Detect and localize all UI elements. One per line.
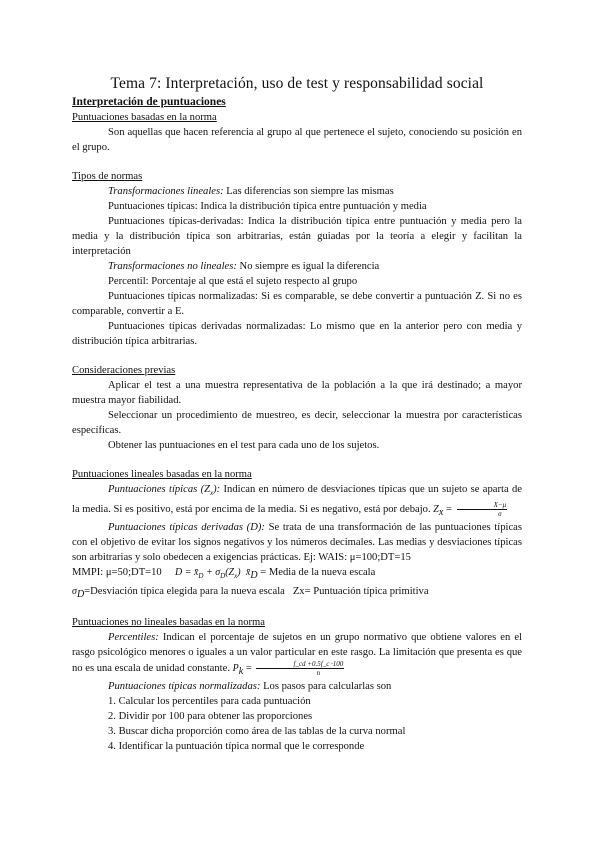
paragraph-tipicas-derivadas: Puntuaciones típicas-derivadas: Indica la distribución típica entre puntuación y media pero la media y la distribución típica son arbitrarias, están guiadas por la teoría a elegir y facilitan la interpretación	[72, 216, 522, 257]
line-transformaciones-lineales	[72, 184, 522, 199]
steps-list	[72, 694, 522, 754]
section-heading-interpretacion: Interpretación de puntuaciones	[72, 96, 226, 108]
subheading-basadas-norma: Puntuaciones basadas en la norma	[72, 112, 217, 123]
list-item: 3. Buscar dicha proporción como área de las tablas de la curva normal	[108, 726, 406, 738]
document-page	[72, 74, 522, 754]
formula-d: $D = x̄_D + \sigma_D(Z_x)$	[174, 567, 241, 581]
paragraph-normalizadas: Puntuaciones típicas normalizadas: Si es comparable, se debe convertir a puntuación Z. Si no es comparable, convertir a E.	[72, 291, 522, 317]
paragraph-derivadas-d	[72, 520, 522, 565]
paragraph-derivadas-normalizadas: Puntuaciones típicas derivadas normalizadas: Lo mismo que en la anterior pero con media y distribución típica arbitrarias.	[72, 321, 522, 347]
subheading-lineales: Puntuaciones lineales basadas en la norma	[72, 469, 252, 480]
list-item: 1. Calcular los percentiles para cada puntuación	[108, 696, 311, 708]
line-puntuaciones-tipicas: Puntuaciones típicas: Indica la distribución típica entre puntuación y media	[108, 201, 427, 212]
paragraph-previas-3: Obtener las puntuaciones en el test para cada uno de los sujetos.	[108, 440, 380, 451]
list-item: 2. Dividir por 100 para obtener las proporciones	[108, 711, 313, 723]
text-d: Se trata de una transformación de las puntuaciones típicas con el objetivo de evitar los signos negativos y los números decimales. Las medias y desviaciones típicas son arbitrarias y solo obedecen a exigencias prácticas. Ej: WAIS: μ=100;DT=15	[72, 522, 522, 564]
text-percentiles: Indican el porcentaje de sujetos en un grupo normativo que obtiene valores en el rasgo psicológico menores o iguales a un valor particular en este rasgo. La limitación que presenta es que no es una escala de unidad constante.	[72, 632, 522, 675]
line-transformaciones-no-lineales	[72, 259, 522, 274]
text-lineales: Las diferencias son siempre las mismas	[223, 186, 394, 197]
paragraph-definicion: Son aquellas que hacen referencia al grupo al que pertenece el sujeto, conociendo su posición en el grupo.	[72, 127, 522, 153]
line-percentil: Percentil: Porcentaje al que está el sujeto respecto al grupo	[108, 276, 358, 287]
list-item: 4. Identificar la puntuación típica normal que le corresponde	[108, 741, 365, 753]
text-z: Indican en número de desviaciones típicas que un sujeto se aparta de la media. Si es positivo, está por encima de la media. Si es negativo, está por debajo.	[72, 484, 522, 516]
paragraph-previas-2: Seleccionar un procedimiento de muestreo, es decir, seleccionar la muestra por características específicas.	[72, 410, 522, 436]
formula-z: $Z_x$ = $\frac{X-\mu}{\sigma}$	[433, 501, 507, 519]
subheading-no-lineales: Puntuaciones no lineales basadas en la norma	[72, 617, 265, 629]
paragraph-percentiles	[72, 630, 522, 679]
line-sigma: $\sigma_D=Desviación$ típica elegida para la nueva escala Zx= Puntuación típica primitiva	[72, 586, 429, 601]
text-no-lineales: No siempre es igual la diferencia	[236, 261, 380, 272]
label-z: Puntuaciones típicas $(Z_x)$:	[108, 484, 221, 498]
line-mmpi: MMPI: μ=50;DT=10 $D = x̄_D + \sigma_D(Z_x)$ $x̄_D$ = Media de la nueva escala	[72, 567, 376, 582]
line-tipicas-normalizadas	[72, 679, 522, 694]
paragraph-tipicas-z	[72, 482, 522, 520]
paragraph-previas-1: Aplicar el test a una muestra representativa de la población a la que irá destinado; a mayor muestra mayor fiabilidad.	[72, 380, 522, 406]
subheading-tipos-normas: Tipos de normas	[72, 171, 143, 182]
subheading-consideraciones: Consideraciones previas	[72, 365, 176, 376]
label-percentiles: Percentiles:	[108, 632, 159, 644]
label-normalizadas: Puntuaciones típicas normalizadas:	[108, 681, 261, 693]
text-normalizadas: Los pasos para calcularlas son	[260, 681, 392, 693]
label-lineales: Transformaciones lineales:	[108, 186, 224, 197]
page-title: Tema 7: Interpretación, uso de test y responsabilidad social	[110, 75, 484, 92]
label-d: Puntuaciones típicas derivadas (D):	[108, 522, 265, 534]
formula-pk: $P_k$ = $\frac{f\_cd +0.5f\_c \cdot 100}{n}$	[232, 660, 344, 678]
label-no-lineales: Transformaciones no lineales:	[108, 261, 237, 272]
